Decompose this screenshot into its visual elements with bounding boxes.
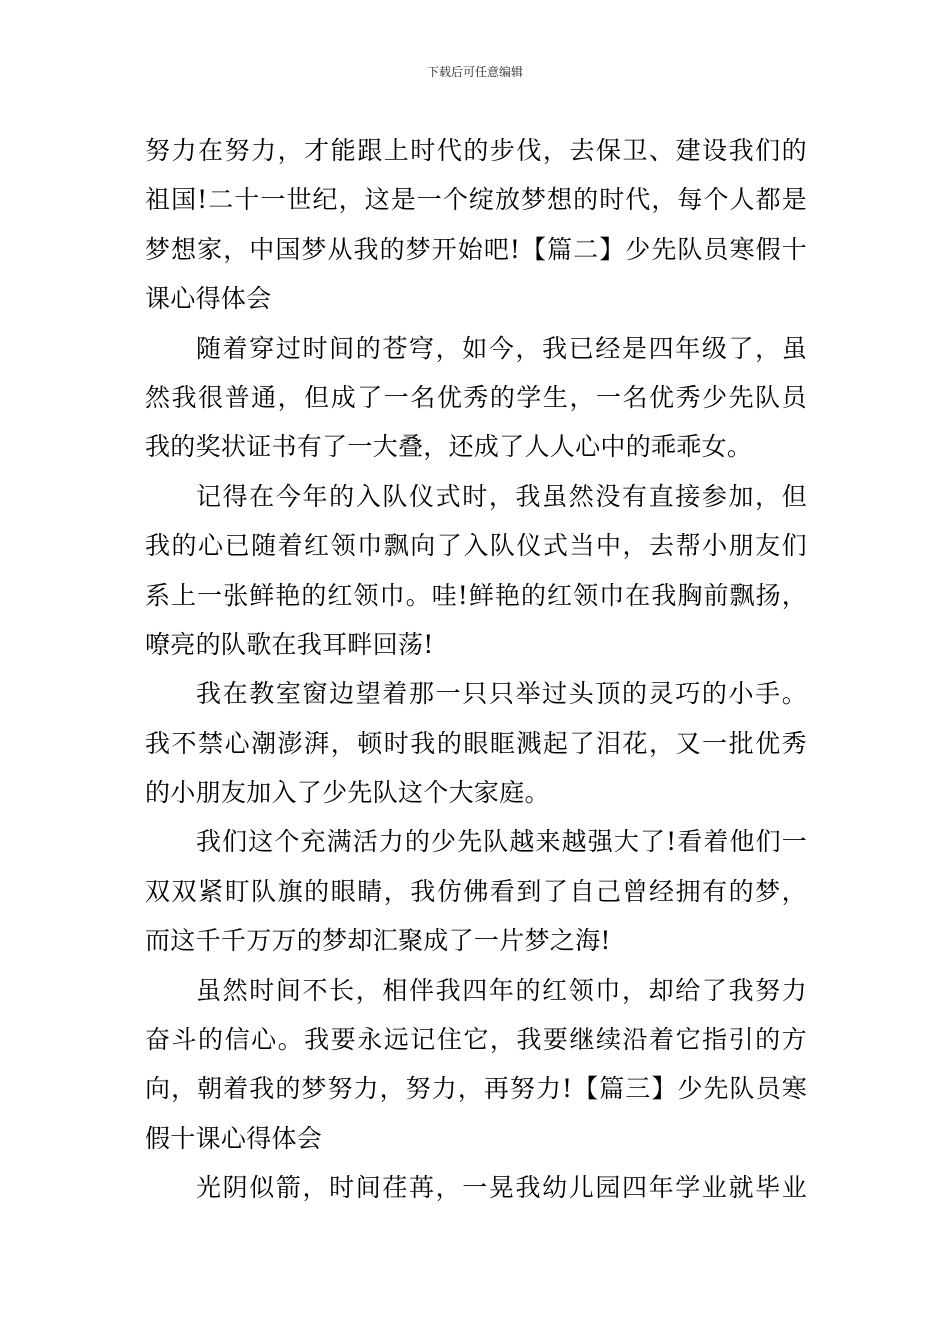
text-line: 记得在今年的入队仪式时，我虽然没有直接参加，但 [196,481,807,511]
text-line: 我的奖状证书有了一大叠，还成了人人心中的乖乖女。 [145,432,753,462]
document-body [145,126,807,1213]
text-line: 向，朝着我的梦努力，努力，再努力!【篇三】少先队员寒 [145,1074,807,1104]
text-line: 梦想家，中国梦从我的梦开始吧!【篇二】少先队员寒假十 [145,234,807,264]
text-line: 假十课心得体会 [145,1123,323,1153]
text-line: 的小朋友加入了少先队这个大家庭。 [145,778,550,808]
text-line: 我的心已随着红领巾飘向了入队仪式当中，去帮小朋友们 [145,531,807,561]
text-line: 双双紧盯队旗的眼睛，我仿佛看到了自己曾经拥有的梦， [145,876,807,906]
text-line: 我们这个充满活力的少先队越来越强大了!看着他们一 [196,827,807,857]
text-line: 而这千千万万的梦却汇聚成了一片梦之海! [145,926,611,956]
text-line: 我在教室窗边望着那一只只举过头顶的灵巧的小手。 [196,679,807,709]
text-line: 虽然时间不长，相伴我四年的红领巾，却给了我努力 [196,975,807,1005]
text-line: 随着穿过时间的苍穹，如今，我已经是四年级了，虽 [196,333,807,363]
text-line: 祖国!二十一世纪，这是一个绽放梦想的时代，每个人都是 [145,185,807,215]
text-line: 光阴似箭，时间荏苒，一晃我幼儿园四年学业就毕业 [196,1173,807,1203]
text-line: 我不禁心潮澎湃，顿时我的眼眶溅起了泪花，又一批优秀 [145,728,807,758]
text-line: 努力在努力，才能跟上时代的步伐，去保卫、建设我们的 [145,136,807,165]
page-header: 下载后可任意编辑 [426,65,523,79]
text-line: 嘹亮的队歌在我耳畔回荡! [145,629,434,659]
text-line: 然我很普通，但成了一名优秀的学生，一名优秀少先队员 [145,382,807,412]
text-line: 课心得体会 [145,284,272,314]
text-line: 系上一张鲜艳的红领巾。哇!鲜艳的红领巾在我胸前飘扬， [145,580,807,610]
text-line: 奋斗的信心。我要永远记住它，我要继续沿着它指引的方 [145,1025,807,1055]
